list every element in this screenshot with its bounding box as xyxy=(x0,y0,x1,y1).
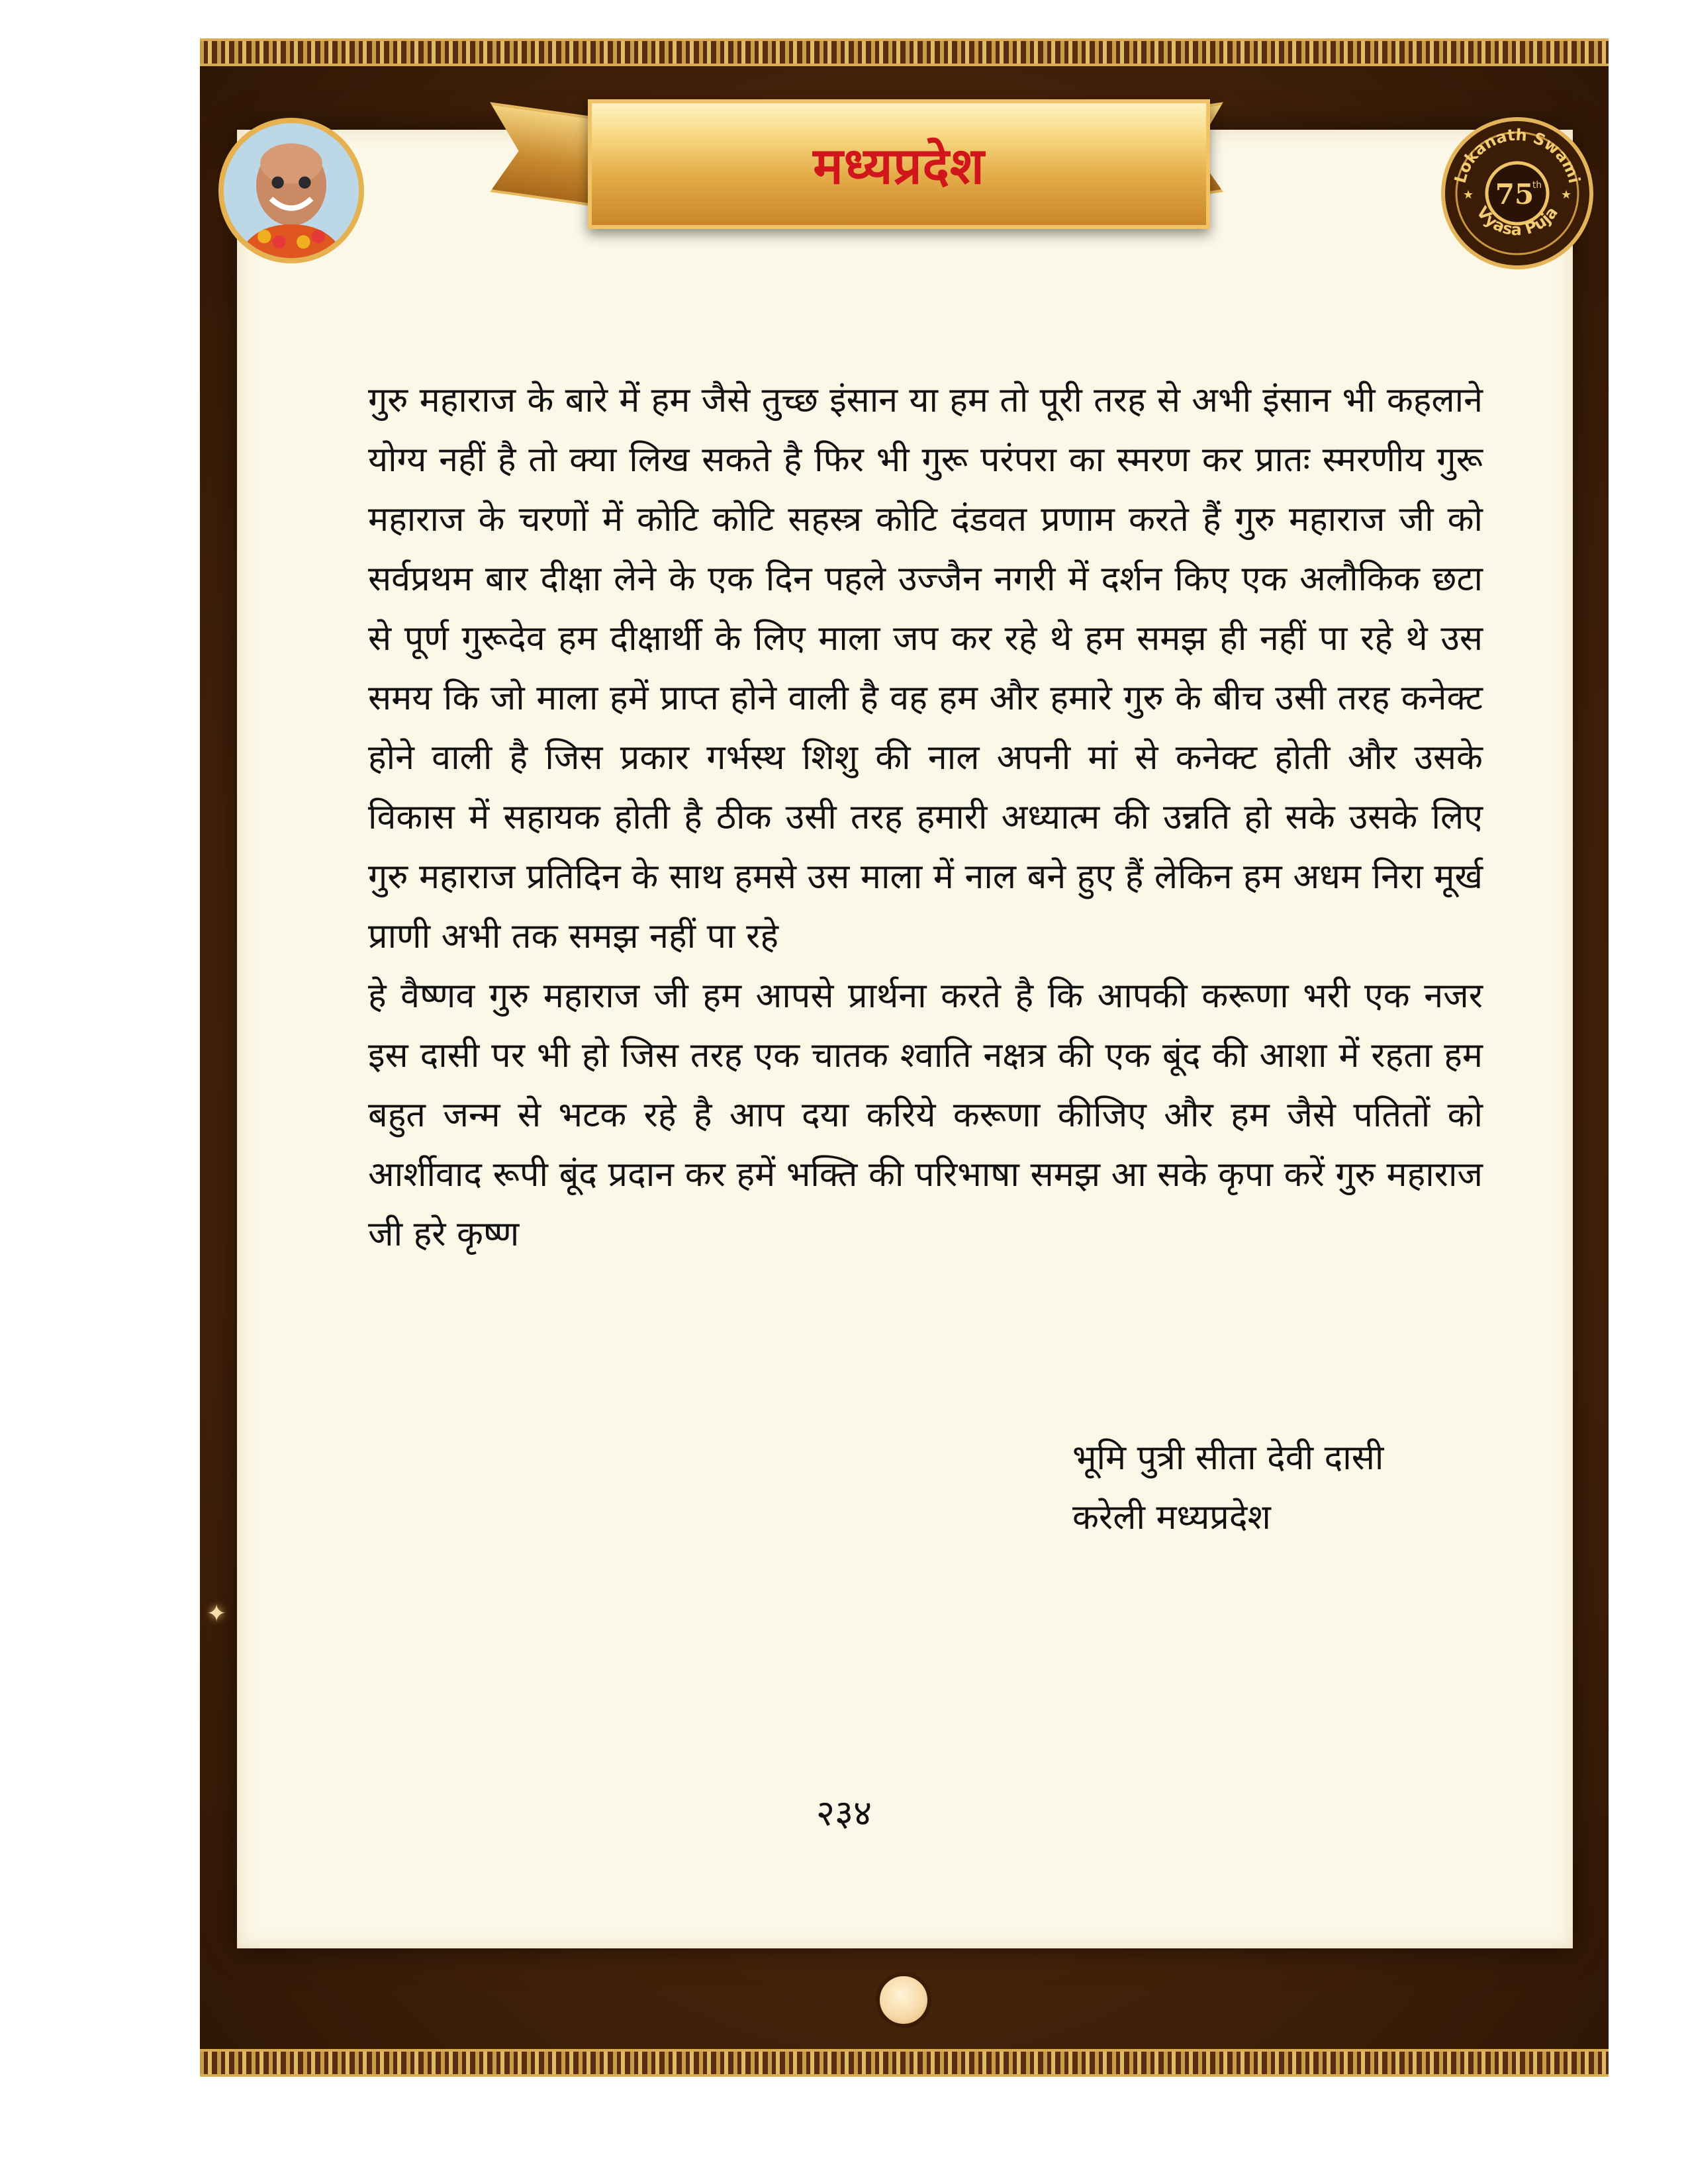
title-ribbon xyxy=(588,99,1210,229)
seal-superscript: th xyxy=(1532,180,1542,191)
signature-block xyxy=(1072,1428,1383,1547)
anniversary-seal xyxy=(1438,114,1597,273)
page-number: २३४ xyxy=(816,1792,872,1834)
letter-body xyxy=(368,371,1483,1264)
signature-place: करेली मध्यप्रदेश xyxy=(1072,1498,1271,1537)
star-icon: ★ xyxy=(1463,188,1474,202)
body-paragraph: हे वैष्णव गुरु महाराज जी हम आपसे प्रार्थना करते है कि आपकी करूणा भरी एक नजर इस दासी पर भी हो जिस तरह एक चातक श्वाति नक्षत्र की एक बूंद की आशा में रहता हम बहुत जन्म से भटक रहे है आप दया करिये करूणा कीजिए और हम जैसे पतितों को आर्शीवाद रूपी बूंद प्रदान कर हमें भक्ति की परिभाषा समझ आ सके कृपा करें गुरु महाराज जी हरे कृष्ण xyxy=(368,976,1483,1254)
seal-number: 75 xyxy=(1495,178,1534,210)
portrait-avatar xyxy=(218,118,364,263)
seal-bottom-text: Vyasa Puja xyxy=(1472,203,1562,240)
signature-name: भूमि पुत्री सीता देवी दासी xyxy=(1072,1438,1384,1478)
bottom-ornament xyxy=(876,1972,931,2028)
body-paragraph: गुरु महाराज के बारे में हम जैसे तुच्छ इंसान या हम तो पूरी तरह से अभी इंसान भी कहलाने योग्य नहीं है तो क्या लिख सकते है फिर भी गुरू परंपरा का स्मरण कर प्रातः स्मरणीय गुरू महाराज के चरणों में कोटि कोटि सहस्त्र कोटि दंडवत प्रणाम करते हैं गुरु महाराज जी को सर्वप्रथम बार दीक्षा लेने के एक दिन पहले उज्जैन नगरी में दर्शन किए एक अलौकिक छटा से पूर्ण गुरूदेव हम दीक्षार्थी के लिए माला जप कर रहे थे हम समझ ही नहीं पा रहे थे उस समय कि जो माला हमें प्राप्त होने वाली है वह हम और हमारे गुरु के बीच उसी तरह कनेक्ट होने वाली है जिस प्रकार गर्भस्थ शिशु की नाल अपनी मां से कनेक्ट होती और उसके विकास में सहायक होती है ठीक उसी तरह हमारी अध्यात्म की उन्नति हो सके उसके लिए गुरु महाराज प्रतिदिन के साथ हमसे उस माला में नाल बने हुए हैं लेकिन हम अधम निरा मूर्ख प्राणी अभी तक समझ नहीं पा रहे xyxy=(368,381,1483,956)
top-ornamental-border xyxy=(200,38,1609,66)
seal-top-text: Lokanath Swami xyxy=(1450,125,1584,185)
sparkle-icon: ✦ xyxy=(207,1600,227,1627)
star-icon: ★ xyxy=(1561,188,1572,202)
portrait-image xyxy=(224,123,359,258)
bottom-ornamental-border xyxy=(200,2049,1609,2077)
page-title: मध्यप्रदेश xyxy=(813,136,985,195)
